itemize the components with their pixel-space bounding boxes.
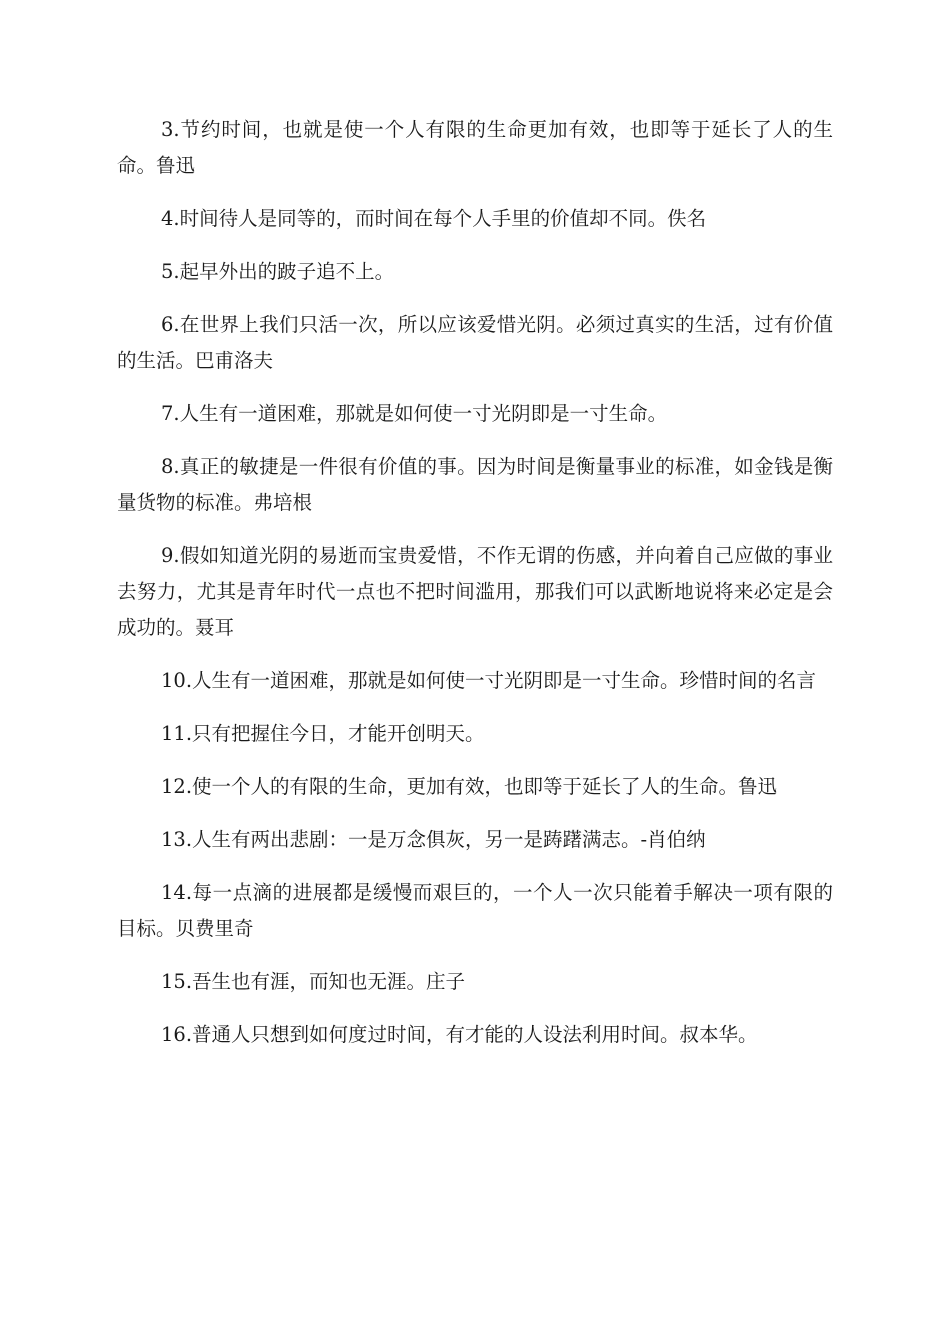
quote-paragraph-12: 12.使一个人的有限的生命，更加有效，也即等于延长了人的生命。鲁迅: [161, 775, 778, 798]
quote-paragraph-3: 3.节约时间，也就是使一个人有限的生命更加有效，也即等于延长了人的生命。鲁迅: [117, 118, 833, 177]
quote-paragraph-7: 7.人生有一道困难，那就是如何使一寸光阴即是一寸生命。: [161, 402, 668, 425]
quote-paragraph-14: 14.每一点滴的进展都是缓慢而艰巨的，一个人一次只能着手解决一项有限的目标。贝费里奇: [117, 881, 833, 940]
quote-paragraph-13: 13.人生有两出悲剧：一是万念俱灰，另一是踌躇满志。-肖伯纳: [161, 828, 706, 851]
quote-paragraph-16: 16.普通人只想到如何度过时间，有才能的人设法利用时间。叔本华。: [161, 1023, 758, 1046]
quote-paragraph-10: 10.人生有一道困难，那就是如何使一寸光阴即是一寸生命。珍惜时间的名言: [161, 669, 817, 692]
document-body: [117, 112, 833, 1070]
quote-paragraph-15: 15.吾生也有涯，而知也无涯。庄子: [161, 970, 466, 993]
quote-paragraph-8: 8.真正的敏捷是一件很有价值的事。因为时间是衡量事业的标准，如金钱是衡量货物的标准。弗培根: [117, 455, 833, 514]
quote-paragraph-5: 5.起早外出的跛子追不上。: [161, 260, 395, 283]
quote-paragraph-11: 11.只有把握住今日，才能开创明天。: [161, 722, 485, 745]
quote-paragraph-4: 4.时间待人是同等的，而时间在每个人手里的价值却不同。佚名: [161, 207, 707, 230]
quote-paragraph-9: 9.假如知道光阴的易逝而宝贵爱惜，不作无谓的伤感，并向着自己应做的事业去努力，尤其是青年时代一点也不把时间滥用，那我们可以武断地说将来必定是会成功的。聂耳: [117, 544, 833, 639]
quote-paragraph-6: 6.在世界上我们只活一次，所以应该爱惜光阴。必须过真实的生活，过有价值的生活。巴甫洛夫: [117, 313, 833, 372]
